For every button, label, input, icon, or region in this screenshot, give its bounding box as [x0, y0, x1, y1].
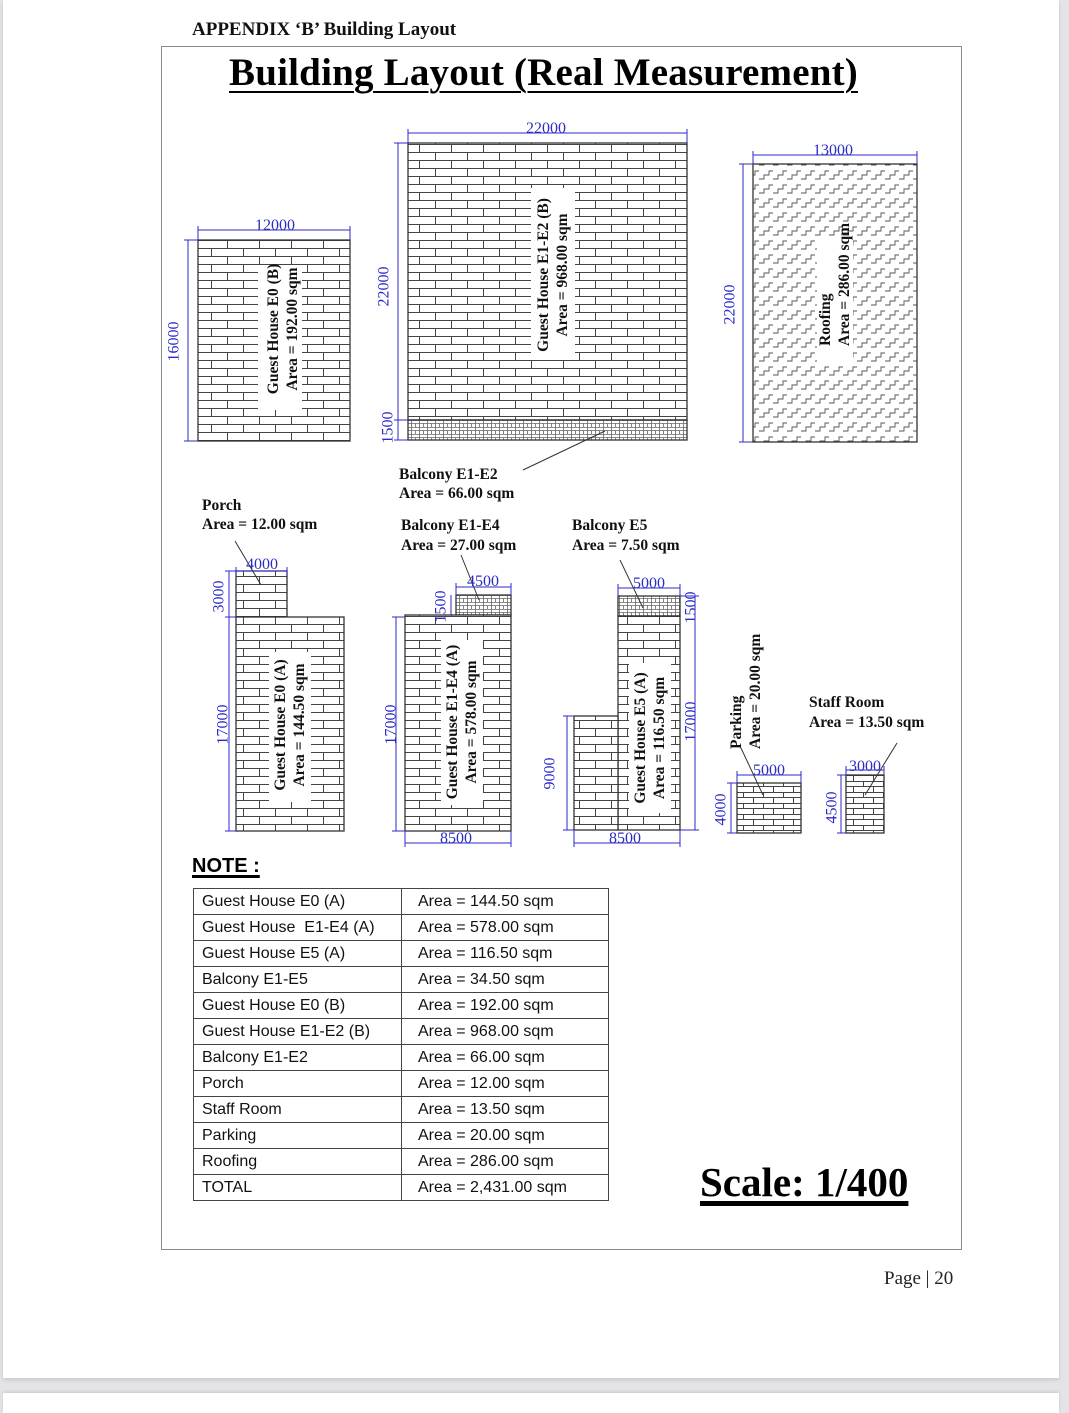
next-page-edge [3, 1393, 1059, 1413]
label-balcony-e1-e4-area: Area = 27.00 sqm [401, 537, 517, 554]
dim-e1e2b-width: 22000 [526, 120, 566, 137]
table-row: Parking Area = 20.00 sqm [194, 1123, 609, 1149]
dim-e1e4a-height: 17000 [382, 704, 400, 745]
dim-staff-width: 3000 [849, 758, 881, 775]
page-number: Page | 20 [884, 1268, 954, 1289]
label-staff-room-name: Staff Room [809, 694, 885, 711]
dim-porch-height: 3000 [210, 580, 228, 613]
page-title: Building Layout (Real Measurement) [229, 51, 858, 94]
label-balcony-e5-name: Balcony E5 [572, 517, 648, 534]
dim-staff-height: 4500 [823, 791, 841, 824]
area-summary-table [193, 888, 609, 1201]
table-row: Guest House E1-E4 (A) Area = 578.00 sqm [194, 915, 609, 941]
label-gh-e1-e2-b: Guest House E1-E2 (B) Area = 968.00 sqm [535, 198, 571, 352]
dim-porch-width: 4000 [246, 556, 278, 573]
dim-e0b-height: 16000 [165, 321, 183, 362]
label-porch-name: Porch [202, 497, 242, 514]
label-balcony-e1-e2-area: Area = 66.00 sqm [399, 485, 515, 502]
document-page [3, 0, 1059, 1378]
table-row: Porch Area = 12.00 sqm [194, 1071, 609, 1097]
dim-e1e4a-width: 8500 [440, 830, 472, 847]
dim-e5a-width: 8500 [609, 830, 641, 847]
table-row: Balcony E1-E5 Area = 34.50 sqm [194, 967, 609, 993]
appendix-heading: APPENDIX ‘B’ Building Layout [192, 19, 457, 40]
dim-e0b-width: 12000 [255, 217, 295, 234]
dim-e1e2b-balcony: 1500 [379, 411, 397, 444]
table-row: Staff Room Area = 13.50 sqm [194, 1097, 609, 1123]
label-balcony-e1-e2-name: Balcony E1-E2 [399, 466, 498, 483]
table-row: Guest House E5 (A) Area = 116.50 sqm [194, 941, 609, 967]
label-gh-e0-b: Guest House E0 (B) Area = 192.00 sqm [265, 263, 301, 395]
dim-parking-height: 4000 [712, 793, 730, 826]
table-row: Balcony E1-E2 Area = 66.00 sqm [194, 1045, 609, 1071]
label-balcony-e1-e4-name: Balcony E1-E4 [401, 517, 500, 534]
dim-e5a-low-height: 9000 [541, 757, 559, 790]
dim-e0a-height: 17000 [214, 704, 232, 745]
dim-balcony-e5-height: 1500 [682, 591, 700, 624]
dim-roofing-height: 22000 [721, 284, 739, 325]
dim-balcony-e1e4-width: 4500 [467, 573, 499, 590]
label-balcony-e5-area: Area = 7.50 sqm [572, 537, 680, 554]
note-heading: NOTE : [192, 855, 260, 877]
label-gh-e1-e4-a: Guest House E1-E4 (A) Area = 578.00 sqm [444, 644, 480, 800]
label-gh-e5-a: Guest House E5 (A) Area = 116.50 sqm [632, 672, 668, 804]
label-staff-room-area: Area = 13.50 sqm [809, 714, 925, 731]
table-row-total: TOTAL Area = 2,431.00 sqm [194, 1175, 609, 1201]
dim-balcony-e5-width: 5000 [633, 575, 665, 592]
dim-parking-width: 5000 [753, 762, 785, 779]
label-parking: Parking Area = 20.00 sqm [728, 633, 764, 749]
label-roofing: Roofing Area = 286.00 sqm [817, 222, 853, 346]
dim-roofing-width: 13000 [813, 142, 853, 159]
table-row: Guest House E0 (A) Area = 144.50 sqm [194, 889, 609, 915]
dim-e5a-height: 17000 [682, 701, 700, 742]
label-gh-e0-a: Guest House E0 (A) Area = 144.50 sqm [272, 659, 308, 791]
table-row: Guest House E0 (B) Area = 192.00 sqm [194, 993, 609, 1019]
label-porch-area: Area = 12.00 sqm [202, 516, 318, 533]
table-row: Guest House E1-E2 (B) Area = 968.00 sqm [194, 1019, 609, 1045]
dim-balcony-e1e4-height: 1500 [432, 590, 450, 623]
dim-e1e2b-height: 22000 [375, 266, 393, 307]
scale-label: Scale: 1/400 [700, 1159, 909, 1205]
table-row: Roofing Area = 286.00 sqm [194, 1149, 609, 1175]
